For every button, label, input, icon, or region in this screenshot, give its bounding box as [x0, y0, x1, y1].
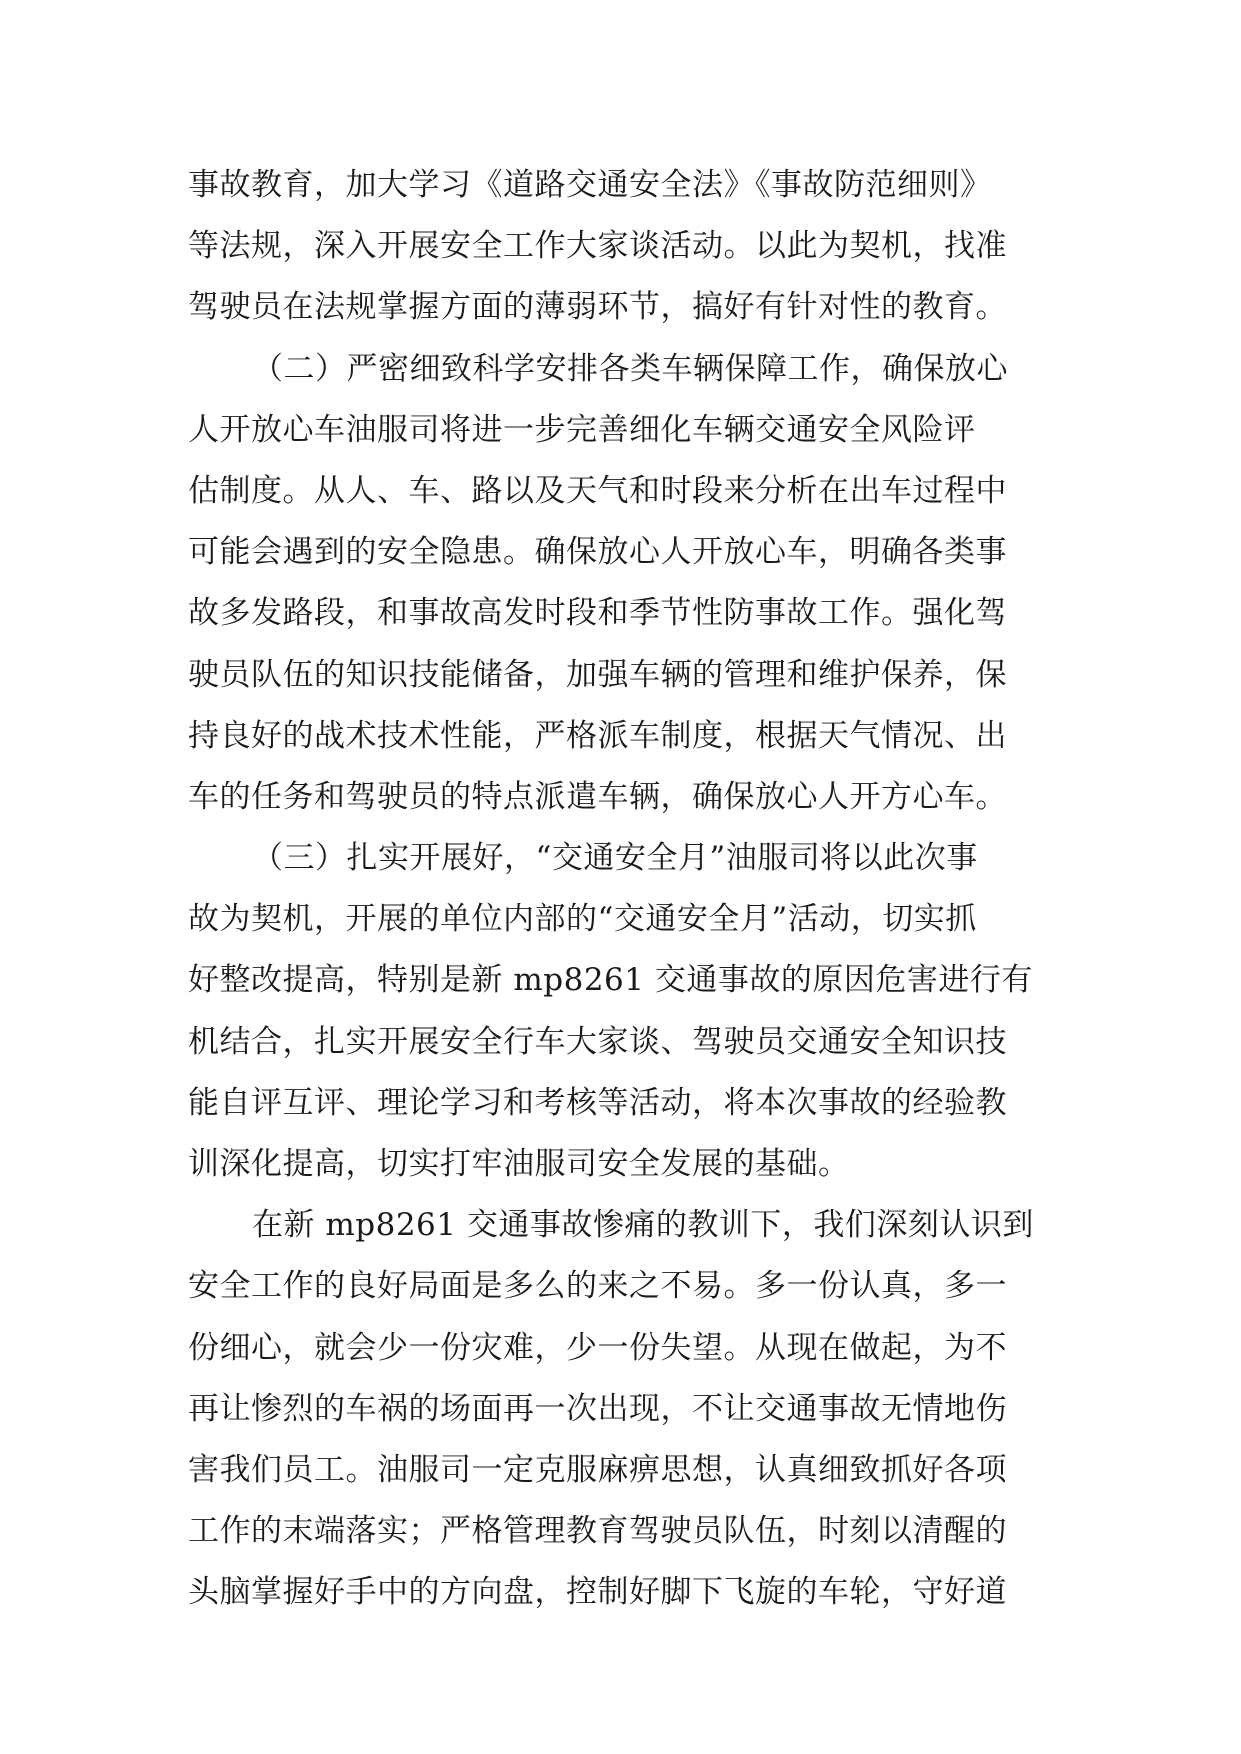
text-line: 驶员队伍的知识技能储备，加强车辆的管理和维护保养，保: [188, 656, 1007, 693]
text-line: 能自评互评、理论学习和考核等活动，将本次事故的经验教: [188, 1084, 1007, 1121]
body-text: [188, 155, 1053, 1624]
paragraph-first-line: （三）扎实开展好，“交通安全月”油服司将以此次事: [252, 840, 978, 877]
text-line: 害我们员工。油服司一定克服麻痹思想，认真细致抓好各项: [188, 1451, 1007, 1488]
text-line: 再让惨烈的车祸的场面再一次出现，不让交通事故无情地伤: [188, 1390, 1007, 1427]
paragraph-first-line: 在新 mp8261 交通事故惨痛的教训下，我们深刻认识到: [252, 1207, 1034, 1244]
text-line: 持良好的战术技术性能，严格派车制度，根据天气情况、出: [188, 717, 1007, 754]
text-line: 驾驶员在法规掌握方面的薄弱环节，搞好有针对性的教育。: [188, 289, 1007, 326]
text-line: 估制度。从人、车、路以及天气和时段来分析在出车过程中: [188, 472, 1007, 509]
text-line: 好整改提高，特别是新 mp8261 交通事故的原因危害进行有: [188, 962, 1033, 999]
text-line: 工作的末端落实；严格管理教育驾驶员队伍，时刻以清醒的: [188, 1513, 1007, 1550]
text-line: 事故教育，加大学习《道路交通安全法》《事故防范细则》: [188, 167, 992, 203]
text-line: 份细心，就会少一份灾难，少一份失望。从现在做起，为不: [188, 1329, 1007, 1366]
text-line: 人开放心车油服司将进一步完善细化车辆交通安全风险评: [188, 411, 976, 448]
paragraph-first-line: （二）严密细致科学安排各类车辆保障工作，确保放心: [252, 350, 1008, 387]
text-line: 头脑掌握好手中的方向盘，控制好脚下飞旋的车轮，守好道: [188, 1574, 1007, 1611]
text-line: 故为契机，开展的单位内部的“交通安全月”活动，切实抓: [188, 901, 977, 938]
text-line: 机结合，扎实开展安全行车大家谈、驾驶员交通安全知识技: [188, 1023, 1007, 1060]
text-line: 训深化提高，切实打牢油服司安全发展的基础。: [188, 1146, 850, 1182]
text-line: 等法规，深入开展安全工作大家谈活动。以此为契机，找准: [188, 228, 1007, 265]
text-line: 故多发路段，和事故高发时段和季节性防事故工作。强化驾: [188, 595, 1007, 632]
text-line: 安全工作的良好局面是多么的来之不易。多一份认真，多一: [188, 1268, 1007, 1305]
text-line: 车的任务和驾驶员的特点派遣车辆，确保放心人开方心车。: [188, 778, 1007, 815]
text-line: 可能会遇到的安全隐患。确保放心人开放心车，明确各类事: [188, 534, 1007, 571]
